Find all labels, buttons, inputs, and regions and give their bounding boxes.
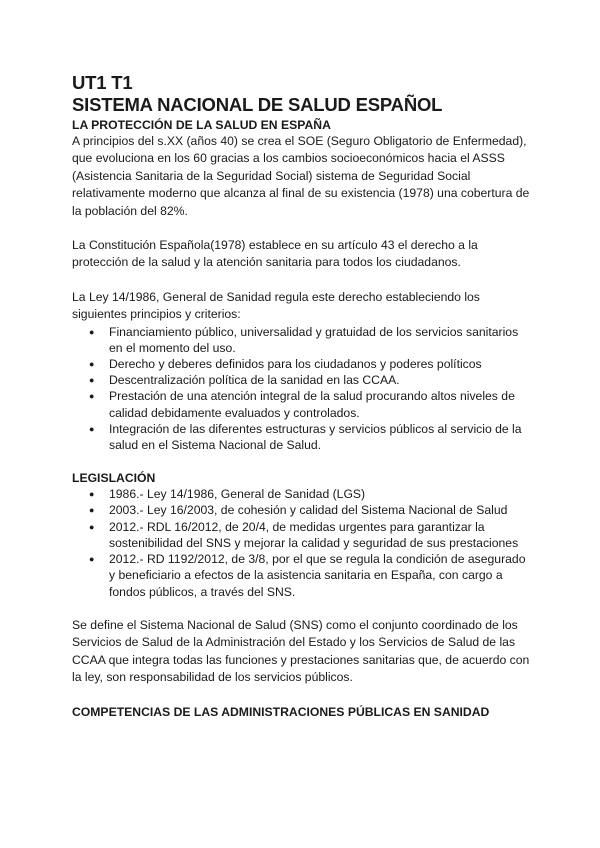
list-item bbox=[72, 421, 532, 453]
document-page bbox=[72, 72, 532, 720]
principles-list bbox=[72, 324, 532, 454]
list-item bbox=[72, 372, 532, 388]
bullet-icon: ● bbox=[89, 375, 95, 386]
section-heading-competencias: COMPETENCIAS DE LAS ADMINISTRACIONES PÚBLICAS EN SANIDAD bbox=[72, 705, 490, 720]
list-item-text: 2012.- RDL 16/2012, de 20/4, de medidas urgentes para garantizar la sostenibilidad del SNS y mejorar la calidad y seguridad de sus prestaciones bbox=[109, 519, 519, 550]
list-item-text: Financiamiento público, universalidad y gratuidad de los servicios sanitarios en el momento del uso. bbox=[109, 324, 519, 355]
bullet-icon: ● bbox=[89, 505, 95, 516]
list-item-text: Descentralización política de la sanidad en las CCAA. bbox=[109, 373, 400, 388]
list-item-text: 1986.- Ley 14/1986, General de Sanidad (LGS) bbox=[109, 487, 366, 502]
list-item bbox=[72, 324, 532, 356]
bullet-icon: ● bbox=[89, 554, 95, 565]
list-item bbox=[72, 388, 532, 420]
document-title: SISTEMA NACIONAL DE SALUD ESPAÑOL bbox=[72, 94, 443, 115]
section-heading-legislacion: LEGISLACIÓN bbox=[72, 471, 156, 486]
list-item-text: Prestación de una atención integral de la salud procurando altos niveles de calidad debidamente evaluados y controlados. bbox=[109, 389, 515, 420]
bullet-icon: ● bbox=[89, 423, 95, 434]
list-item bbox=[72, 502, 532, 518]
list-item bbox=[72, 486, 532, 502]
paragraph-constitucion: La Constitución Española(1978) establece en su artículo 43 el derecho a la protección de la salud y la atención sanitaria para todos los ciudadanos. bbox=[72, 238, 478, 270]
bullet-icon: ● bbox=[89, 521, 95, 532]
paragraph-definicion-sns: Se define el Sistema Nacional de Salud (SNS) como el conjunto coordinado de los Servicios de Salud de la Administración del Estado y los Servicios de Salud de las CCAA que integra todas las funciones y prestaciones sanitarias que, de acuerdo con la ley, son responsabilidad de los servicios públicos. bbox=[72, 617, 530, 684]
list-item-text: 2012.- RD 1192/2012, de 3/8, por el que se regula la condición de asegurado y beneficiario a efectos de la asistencia sanitaria en España, con cargo a fondos públicos, a través del SNS. bbox=[109, 552, 526, 599]
bullet-icon: ● bbox=[89, 326, 95, 337]
section-heading-proteccion: LA PROTECCIÓN DE LA SALUD EN ESPAÑA bbox=[72, 118, 331, 132]
bullet-icon: ● bbox=[89, 391, 95, 402]
legislation-list bbox=[72, 486, 532, 599]
list-item-text: Integración de las diferentes estructuras y servicios públicos al servicio de la salud en el Sistema Nacional de Salud. bbox=[109, 421, 522, 453]
list-item bbox=[72, 519, 532, 551]
list-item-text: Derecho y deberes definidos para los ciudadanos y poderes políticos bbox=[109, 357, 482, 372]
bullet-icon: ● bbox=[89, 489, 95, 500]
paragraph-historia-soe: A principios del s.XX (años 40) se crea el SOE (Seguro Obligatorio de Enfermedad), que evoluciona en los 60 gracias a los cambios socioeconómicos hacia el ASSS (Asistencia Sanitaria de la Seguridad Social) sistema de Seguridad Social relativamente moderno que alcanza al final de su existencia (1978) una cobertura de la población del 82%. bbox=[72, 134, 530, 218]
list-item-text: 2003.- Ley 16/2003, de cohesión y calidad del Sistema Nacional de Salud bbox=[109, 503, 508, 518]
paragraph-ley-general-sanidad: La Ley 14/1986, General de Sanidad regula este derecho estableciendo los siguientes principios y criterios: bbox=[72, 289, 480, 322]
bullet-icon: ● bbox=[89, 359, 95, 370]
document-title-code: UT1 T1 bbox=[72, 72, 133, 93]
list-item bbox=[72, 551, 532, 600]
list-item bbox=[72, 356, 532, 372]
